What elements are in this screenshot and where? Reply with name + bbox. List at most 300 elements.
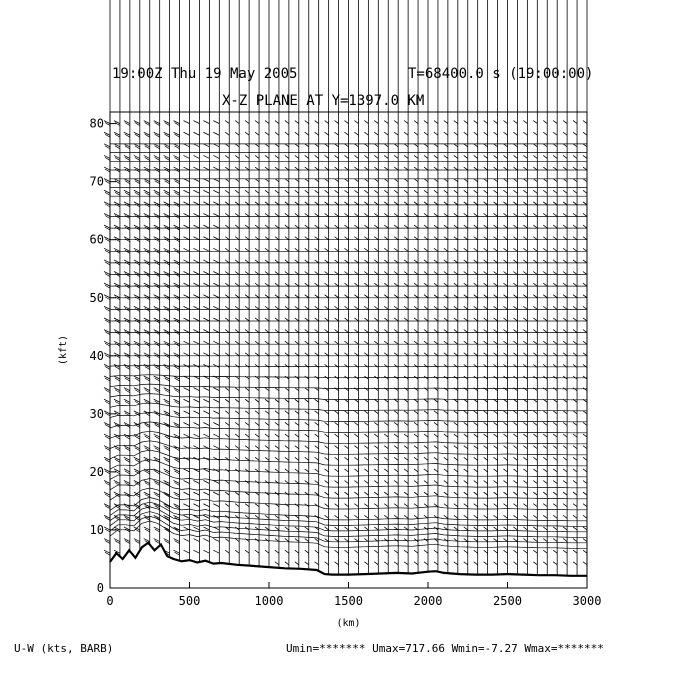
wind-barb bbox=[235, 225, 239, 228]
wind-barb bbox=[315, 422, 319, 425]
wind-barb bbox=[184, 504, 190, 507]
wind-barb bbox=[553, 248, 557, 251]
wind-barb bbox=[325, 306, 329, 309]
wind-barb bbox=[573, 155, 577, 158]
wind-barb bbox=[335, 260, 339, 263]
wind-barb bbox=[305, 144, 309, 147]
wind-barb bbox=[454, 469, 458, 472]
wind-barb bbox=[424, 539, 428, 542]
wind-barb bbox=[335, 248, 339, 251]
wind-barb bbox=[265, 364, 269, 367]
wind-barb bbox=[144, 446, 150, 449]
wind-barb bbox=[464, 457, 468, 460]
wind-barb bbox=[144, 388, 150, 391]
wind-barb bbox=[335, 132, 339, 135]
wind-barb bbox=[494, 388, 498, 391]
wind-barb bbox=[164, 190, 170, 193]
wind-barb bbox=[394, 272, 398, 275]
wind-barb bbox=[104, 434, 110, 437]
wind-barb bbox=[285, 539, 289, 542]
wind-barb bbox=[434, 272, 438, 275]
wind-barb bbox=[193, 399, 199, 402]
wind-barb bbox=[104, 388, 110, 391]
wind-barb bbox=[414, 155, 418, 158]
wind-barb bbox=[444, 155, 448, 158]
wind-barb bbox=[553, 457, 557, 460]
wind-barb bbox=[275, 248, 279, 251]
wind-barb bbox=[295, 481, 299, 484]
wind-barb bbox=[513, 318, 517, 321]
x-tick-label: 1500 bbox=[334, 594, 363, 608]
wind-barb bbox=[315, 353, 319, 356]
wind-barb bbox=[225, 539, 229, 542]
wind-barb bbox=[464, 295, 468, 298]
wind-barb bbox=[573, 457, 577, 460]
wind-barb bbox=[553, 434, 557, 437]
wind-barb bbox=[124, 237, 130, 240]
wind-barb bbox=[364, 260, 368, 263]
wind-barb bbox=[494, 202, 498, 205]
wind-barb bbox=[354, 190, 358, 193]
wind-barb bbox=[124, 155, 130, 158]
wind-barb bbox=[285, 446, 289, 449]
wind-barb bbox=[464, 562, 468, 565]
wind-barb bbox=[335, 237, 339, 240]
wind-barb bbox=[513, 539, 517, 542]
wind-barb bbox=[213, 260, 219, 263]
wind-barb bbox=[315, 144, 319, 147]
wind-barb bbox=[404, 260, 408, 263]
wind-barb bbox=[414, 248, 418, 251]
wind-barb bbox=[474, 515, 478, 518]
wind-barb bbox=[404, 434, 408, 437]
wind-barb bbox=[504, 155, 508, 158]
wind-barb bbox=[513, 353, 517, 356]
wind-barb bbox=[424, 155, 428, 158]
wind-barb bbox=[345, 515, 349, 518]
wind-barb bbox=[394, 318, 398, 321]
wind-barb bbox=[193, 539, 199, 542]
wind-barb bbox=[174, 190, 180, 193]
wind-barb bbox=[504, 353, 508, 356]
wind-barb bbox=[414, 260, 418, 263]
wind-barb bbox=[374, 515, 378, 518]
wind-barb bbox=[404, 562, 408, 565]
wind-barb bbox=[114, 155, 120, 158]
wind-barb bbox=[404, 132, 408, 135]
wind-barb bbox=[513, 422, 517, 425]
wind-barb bbox=[203, 422, 209, 425]
wind-barb bbox=[255, 422, 259, 425]
wind-barb bbox=[454, 318, 458, 321]
wind-barb bbox=[513, 469, 517, 472]
wind-barb bbox=[335, 283, 339, 286]
wind-barb bbox=[523, 248, 527, 251]
wind-barb bbox=[174, 167, 180, 170]
wind-barb bbox=[424, 283, 428, 286]
wind-barb bbox=[285, 306, 289, 309]
wind-barb bbox=[275, 527, 279, 530]
wind-barb bbox=[144, 295, 150, 298]
wind-barb bbox=[563, 539, 567, 542]
wind-barb bbox=[114, 248, 120, 251]
wind-barb bbox=[454, 132, 458, 135]
wind-barb bbox=[523, 446, 527, 449]
wind-barb bbox=[235, 260, 239, 263]
wind-barb bbox=[265, 155, 269, 158]
wind-barb bbox=[285, 167, 289, 170]
wind-barb bbox=[345, 318, 349, 321]
wind-barb bbox=[354, 260, 358, 263]
wind-barb bbox=[295, 283, 299, 286]
wind-barb bbox=[164, 283, 170, 286]
wind-barb bbox=[394, 306, 398, 309]
wind-barb bbox=[354, 515, 358, 518]
wind-barb bbox=[484, 306, 488, 309]
wind-barb bbox=[494, 539, 498, 542]
wind-barb bbox=[543, 155, 547, 158]
wind-barb bbox=[295, 562, 299, 565]
wind-barb bbox=[543, 213, 547, 216]
wind-barb bbox=[374, 306, 378, 309]
wind-barb bbox=[374, 434, 378, 437]
wind-barb bbox=[245, 306, 249, 309]
wind-barb bbox=[543, 167, 547, 170]
wind-barb bbox=[513, 388, 517, 391]
wind-barb bbox=[255, 306, 259, 309]
wind-barb bbox=[364, 295, 368, 298]
wind-barb bbox=[295, 167, 299, 170]
wind-barb bbox=[325, 248, 329, 251]
wind-barb bbox=[164, 376, 170, 379]
wind-barb bbox=[134, 213, 140, 216]
wind-barb bbox=[513, 132, 517, 135]
wind-barb bbox=[354, 155, 358, 158]
wind-barb bbox=[553, 411, 557, 414]
wind-barb bbox=[114, 481, 120, 484]
wind-barb bbox=[553, 330, 557, 333]
wind-barb bbox=[354, 562, 358, 565]
wind-barb bbox=[434, 237, 438, 240]
wind-barb bbox=[424, 481, 428, 484]
wind-barb bbox=[213, 295, 219, 298]
wind-barb bbox=[285, 376, 289, 379]
wind-barb bbox=[523, 306, 527, 309]
wind-barb bbox=[583, 550, 587, 553]
wind-barb bbox=[553, 237, 557, 240]
wind-barb bbox=[285, 295, 289, 298]
wind-barb bbox=[235, 422, 239, 425]
wind-barb bbox=[484, 481, 488, 484]
wind-barb bbox=[523, 167, 527, 170]
wind-barb bbox=[265, 225, 269, 228]
wind-barb bbox=[384, 144, 388, 147]
wind-barb bbox=[325, 434, 329, 437]
wind-barb bbox=[494, 306, 498, 309]
wind-barb bbox=[533, 469, 537, 472]
wind-barb bbox=[573, 202, 577, 205]
wind-barb bbox=[345, 190, 349, 193]
wind-barb bbox=[265, 295, 269, 298]
wind-barb bbox=[583, 492, 587, 495]
wind-barb bbox=[583, 202, 587, 205]
wind-barb bbox=[325, 469, 329, 472]
wind-barb bbox=[464, 353, 468, 356]
wind-barb bbox=[394, 283, 398, 286]
wind-barb bbox=[384, 539, 388, 542]
wind-barb bbox=[164, 260, 170, 263]
wind-barb bbox=[573, 515, 577, 518]
wind-barb bbox=[384, 237, 388, 240]
wind-barb bbox=[434, 330, 438, 333]
wind-barb bbox=[184, 213, 190, 216]
wind-barb bbox=[275, 364, 279, 367]
wind-barb bbox=[345, 237, 349, 240]
wind-barb bbox=[213, 492, 219, 495]
wind-barb bbox=[394, 341, 398, 344]
wind-barb bbox=[494, 167, 498, 170]
wind-barb bbox=[124, 539, 130, 542]
wind-barb bbox=[174, 504, 180, 507]
wind-barb bbox=[255, 457, 259, 460]
wind-barb bbox=[104, 237, 110, 240]
y-tick-label: 0 bbox=[96, 581, 104, 595]
wind-barb bbox=[484, 457, 488, 460]
wind-barb bbox=[563, 353, 567, 356]
wind-barb bbox=[533, 132, 537, 135]
wind-barb bbox=[494, 260, 498, 263]
wind-barb bbox=[513, 457, 517, 460]
wind-barb bbox=[265, 306, 269, 309]
wind-barb bbox=[154, 248, 160, 251]
wind-barb bbox=[164, 539, 170, 542]
wind-barb bbox=[513, 121, 517, 124]
wind-barb bbox=[354, 504, 358, 507]
wind-barb bbox=[174, 248, 180, 251]
wind-barb bbox=[354, 330, 358, 333]
wind-barb bbox=[154, 330, 160, 333]
wind-barb bbox=[134, 318, 140, 321]
wind-barb bbox=[104, 121, 110, 124]
wind-barb bbox=[533, 155, 537, 158]
wind-barb bbox=[504, 167, 508, 170]
wind-barb bbox=[474, 388, 478, 391]
wind-barb bbox=[164, 306, 170, 309]
wind-barb bbox=[255, 272, 259, 275]
wind-barb bbox=[374, 225, 378, 228]
wind-barb bbox=[134, 469, 140, 472]
wind-barb bbox=[184, 237, 190, 240]
wind-barb bbox=[114, 446, 120, 449]
wind-barb bbox=[543, 434, 547, 437]
wind-barb bbox=[245, 260, 249, 263]
x-tick-label: 1000 bbox=[254, 594, 284, 608]
wind-barb bbox=[384, 341, 388, 344]
wind-barb bbox=[245, 144, 249, 147]
wind-barb bbox=[193, 155, 199, 158]
wind-barb bbox=[374, 248, 378, 251]
wind-barb bbox=[245, 353, 249, 356]
wind-barb bbox=[325, 422, 329, 425]
wind-barb bbox=[384, 225, 388, 228]
wind-barb bbox=[345, 248, 349, 251]
wind-barb bbox=[305, 190, 309, 193]
wind-barb bbox=[203, 411, 209, 414]
wind-barb bbox=[345, 260, 349, 263]
wind-barb bbox=[563, 272, 567, 275]
wind-barb bbox=[295, 341, 299, 344]
wind-barb bbox=[325, 446, 329, 449]
wind-barb bbox=[295, 422, 299, 425]
wind-barb bbox=[444, 213, 448, 216]
wind-barb bbox=[174, 132, 180, 135]
wind-barb bbox=[464, 481, 468, 484]
wind-barb bbox=[543, 260, 547, 263]
wind-barb bbox=[504, 527, 508, 530]
wind-barb bbox=[335, 190, 339, 193]
wind-barb bbox=[533, 457, 537, 460]
wind-barb bbox=[124, 376, 130, 379]
wind-barb bbox=[444, 434, 448, 437]
wind-barb bbox=[335, 202, 339, 205]
wind-barb bbox=[213, 388, 219, 391]
wind-barb bbox=[464, 155, 468, 158]
wind-barb bbox=[414, 353, 418, 356]
wind-barb bbox=[454, 213, 458, 216]
wind-barb bbox=[275, 376, 279, 379]
wind-barb bbox=[193, 144, 199, 147]
wind-barb bbox=[553, 515, 557, 518]
wind-barb bbox=[305, 539, 309, 542]
wind-barb bbox=[474, 504, 478, 507]
wind-barb bbox=[444, 190, 448, 193]
wind-barb bbox=[424, 364, 428, 367]
wind-barb bbox=[394, 248, 398, 251]
wind-barb bbox=[325, 562, 329, 565]
wind-barb bbox=[235, 504, 239, 507]
wind-barb bbox=[345, 330, 349, 333]
wind-barb bbox=[404, 318, 408, 321]
wind-barb bbox=[124, 306, 130, 309]
wind-barb bbox=[573, 272, 577, 275]
wind-barb bbox=[384, 515, 388, 518]
wind-barb bbox=[255, 341, 259, 344]
wind-barb bbox=[114, 376, 120, 379]
wind-barb bbox=[543, 469, 547, 472]
wind-barb bbox=[384, 330, 388, 333]
wind-barb bbox=[335, 550, 339, 553]
wind-barb bbox=[325, 353, 329, 356]
wind-barb bbox=[484, 527, 488, 530]
wind-barb bbox=[285, 457, 289, 460]
wind-barb bbox=[464, 190, 468, 193]
wind-barb bbox=[454, 411, 458, 414]
wind-barb bbox=[573, 330, 577, 333]
wind-barb bbox=[203, 283, 209, 286]
wind-barb bbox=[124, 411, 130, 414]
wind-barb bbox=[193, 121, 199, 124]
wind-barb bbox=[464, 492, 468, 495]
wind-barb bbox=[275, 121, 279, 124]
wind-barb bbox=[265, 376, 269, 379]
wind-barb bbox=[255, 515, 259, 518]
wind-barb bbox=[335, 562, 339, 565]
wind-barb bbox=[345, 550, 349, 553]
wind-barb bbox=[374, 318, 378, 321]
wind-barb bbox=[444, 225, 448, 228]
wind-barb bbox=[474, 341, 478, 344]
wind-barb bbox=[494, 434, 498, 437]
wind-barb bbox=[424, 457, 428, 460]
wind-barb bbox=[184, 341, 190, 344]
wind-barb bbox=[513, 446, 517, 449]
wind-barb bbox=[335, 481, 339, 484]
wind-barb bbox=[384, 167, 388, 170]
wind-barb bbox=[553, 422, 557, 425]
wind-barb bbox=[245, 434, 249, 437]
wind-barb bbox=[345, 121, 349, 124]
y-tick-label: 30 bbox=[89, 406, 104, 421]
wind-barb bbox=[573, 469, 577, 472]
wind-barb bbox=[315, 248, 319, 251]
wind-barb bbox=[543, 237, 547, 240]
wind-barb bbox=[414, 190, 418, 193]
wind-barb bbox=[364, 167, 368, 170]
wind-barb bbox=[563, 527, 567, 530]
wind-barb bbox=[325, 388, 329, 391]
wind-barb bbox=[404, 213, 408, 216]
wind-barb bbox=[523, 550, 527, 553]
wind-barb bbox=[404, 225, 408, 228]
wind-barb bbox=[245, 213, 249, 216]
wind-barb bbox=[354, 457, 358, 460]
wind-barb bbox=[203, 330, 209, 333]
wind-barb bbox=[235, 272, 239, 275]
wind-barb bbox=[104, 144, 110, 147]
wind-barb bbox=[563, 132, 567, 135]
wind-barb bbox=[164, 341, 170, 344]
wind-barb bbox=[573, 353, 577, 356]
wind-barb bbox=[345, 492, 349, 495]
wind-barb bbox=[444, 562, 448, 565]
wind-barb bbox=[335, 167, 339, 170]
wind-barb bbox=[424, 167, 428, 170]
wind-barb bbox=[364, 306, 368, 309]
wind-barb bbox=[124, 399, 130, 402]
wind-barb bbox=[563, 562, 567, 565]
wind-barb bbox=[454, 330, 458, 333]
wind-barb bbox=[444, 515, 448, 518]
wind-barb bbox=[305, 213, 309, 216]
wind-barb bbox=[325, 318, 329, 321]
wind-barb bbox=[213, 121, 219, 124]
wind-barb bbox=[543, 132, 547, 135]
wind-barb bbox=[404, 341, 408, 344]
wind-barb bbox=[494, 446, 498, 449]
wind-barb bbox=[114, 388, 120, 391]
wind-barb bbox=[265, 330, 269, 333]
wind-barb bbox=[553, 272, 557, 275]
wind-barb bbox=[335, 469, 339, 472]
wind-barb bbox=[504, 260, 508, 263]
wind-barb bbox=[164, 353, 170, 356]
wind-barb bbox=[354, 434, 358, 437]
wind-barb bbox=[404, 190, 408, 193]
wind-barb bbox=[184, 481, 190, 484]
wind-barb bbox=[235, 132, 239, 135]
wind-barb bbox=[384, 457, 388, 460]
wind-barb bbox=[364, 469, 368, 472]
